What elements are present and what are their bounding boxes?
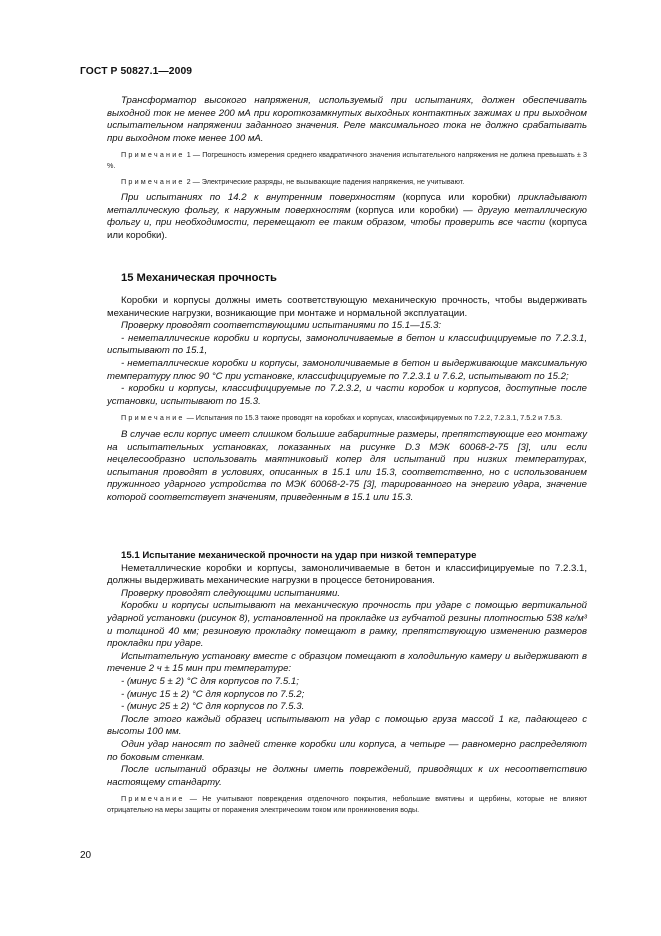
paragraph: Испытательную установку вместе с образцом помещают в холодильную камеру и выдерживают в течение 2 ч ± 15 мин при температуре: [107,650,587,675]
note-1: Примечание 1 — Погрешность измерения среднего квадратичного значения испытательного напряжения не должна превышать ± 3 %. [107,150,587,170]
section-15-1-heading: 15.1 Испытание механической прочности на удар при низкой температуре [121,550,477,561]
list-item: - неметаллические коробки и корпусы, замоноличиваемые в бетон и классифицируемые по 7.2.3.1, испытывают по 15.1, [107,332,587,357]
paragraph: После испытаний образцы не должны иметь повреждений, приводящих к их несоответствию настоящему стандарту. [107,764,587,788]
note: Примечание — Испытания по 15.3 также проводят на коробках и корпусах, классифицируемых по 7.2.2, 7.2.3.1, 7.5.2 и 7.5.3. [121,413,563,423]
section-15-heading: 15 Механическая прочность [121,272,277,284]
paragraph: Проверку проводят следующими испытаниями. [121,587,340,599]
document-header: ГОСТ Р 50827.1—2009 [80,66,193,77]
list-item: - неметаллические коробки и корпусы, замоноличиваемые в бетон и выдерживающие максимальную температуру плюс 90 °С при установке, классифицируемые по 7.2.3.1 и 7.6.2, испытывают по 15.2; [107,357,587,382]
paragraph: В случае если корпус имеет слишком большие габаритные размеры, препятствующие его монтажу на испытательных установках, показанных на рисунке D.3 МЭК 60068-2-75 [3], или если нецелесообразно использовать маятниковый копер для испытаний при низких температурах, испытания проводят в условиях, описанных в 15.1 или 15.3, соответственно, но с использованием пружинного ударного устройства по МЭК 60068-2-75 [3], тарированного на энергию удара, значение которой соответствует значениям, приведенным в 15.1 или 15.3. [107,428,587,503]
paragraph: После этого каждый образец испытывают на удар с помощью груза массой 1 кг, падающего с высоты 100 мм. [107,713,587,738]
paragraph: Коробки и корпусы должны иметь соответствующую механическую прочность, чтобы выдерживать механические нагрузки, возникающие при монтаже и нормальной эксплуатации. [107,295,587,319]
paragraph: Неметаллические коробки и корпусы, замоноличиваемые в бетон и классифицируемые по 7.2.3.1, должны выдерживать механические нагрузки в процессе бетонирования. [107,562,587,587]
section-15-body [107,295,587,505]
page-number: 20 [80,850,92,861]
paragraph-transformer: Трансформатор высокого напряжения, используемый при испытаниях, должен обеспечивать выходной ток не менее 200 мА при короткозамкнутых выходных контактных зажимах и при выходном испытательном напряжении заданного значения. Реле максимального тока не должно срабатывать при выходном токе менее 100 мА. [107,95,587,144]
note: Примечание — Не учитывают повреждения отделочного покрытия, небольшие вмятины и щербины, которые не влияют отрицательно на меры защиты от поражения электрическим током или проникновения воды. [107,794,587,814]
note-2: Примечание 2 — Электрические разряды, не вызывающие падения напряжения, не учитывают. [121,176,465,186]
paragraph-foil: При испытаниях по 14.2 к внутренним поверхностям (корпуса или коробки) прикладывают металлическую фольгу, к наружным поверхностям (корпуса или коробки) — другую металлическую фольгу и, при необходимости, перемещают ее таким образом, чтобы проверить все части (корпуса или коробки). [107,192,588,241]
paragraph: Коробки и корпусы испытывают на механическую прочность при ударе с помощью вертикальной ударной установки (рисунок 8), установленной на прокладке из губчатой резины плотностью 538 кг/м³ и толщиной 40 мм; резиновую прокладку помещают в рамку, препятствующую изменению размеров прокладки при ударе. [107,600,587,650]
list-item: - (минус 25 ± 2) °С для корпусов по 7.5.3. [121,701,305,713]
list-item: - (минус 5 ± 2) °С для корпусов по 7.5.1; [121,675,299,687]
list-item: - коробки и корпусы, классифицируемые по 7.2.3.2, и части коробок и корпусов, доступные после установки, испытывают по 15.3. [107,383,587,407]
intro-block [107,95,587,243]
paragraph: Один удар наносят по задней стенке коробки или корпуса, а четыре — равномерно распределяют по боковым стенкам. [107,738,587,763]
paragraph: Проверку проводят соответствующими испытаниями по 15.1—15.3: [121,320,442,332]
list-item: - (минус 15 ± 2) °С для корпусов по 7.5.2; [121,688,305,700]
section-15-1 [107,550,587,815]
